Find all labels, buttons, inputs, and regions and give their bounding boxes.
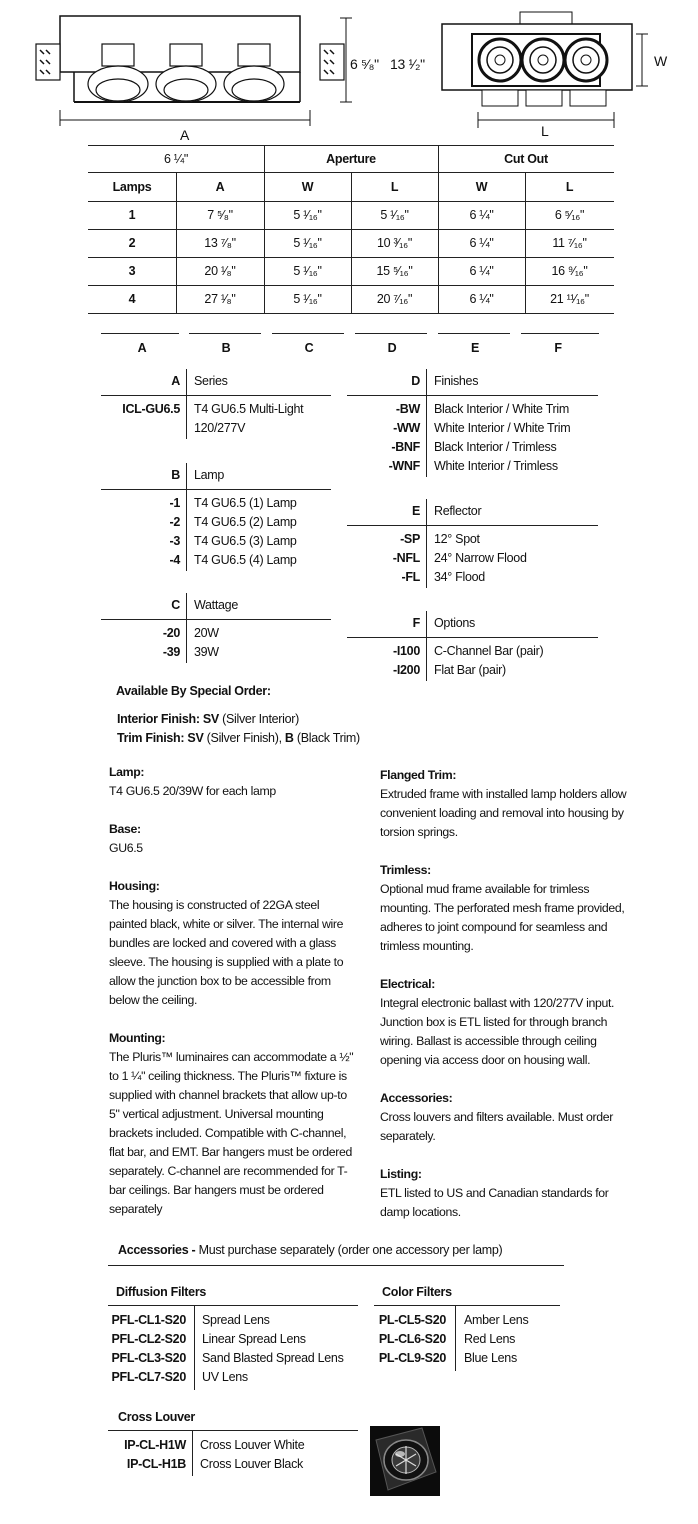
color-filters-title: Color Filters [382, 1285, 452, 1299]
order-description: 24° Narrow Flood [434, 551, 527, 565]
order-divider [347, 637, 598, 638]
col-header: A [215, 180, 225, 194]
dimension-cell: 20 ⁷⁄₁₆" [376, 292, 413, 306]
order-divider [101, 395, 331, 396]
accessory-code: PFL-CL7-S20 [111, 1370, 186, 1384]
accessory-code: PL-CL5-S20 [378, 1313, 446, 1327]
col-header: Lamps [112, 180, 152, 194]
top-height-dim: 13 ¹⁄₂" [390, 56, 425, 72]
accessory-code: PL-CL9-S20 [378, 1351, 446, 1365]
order-code: -I200 [393, 663, 420, 677]
order-code: -1 [169, 496, 180, 510]
order-title-d: Finishes [434, 374, 479, 388]
top-side-dim: W [654, 53, 667, 69]
order-code: -WNF [388, 459, 420, 473]
order-description: C-Channel Bar (pair) [434, 644, 544, 658]
order-letter-f: F [412, 616, 420, 630]
order-column-rule [186, 463, 187, 571]
front-width-dim: A [180, 127, 190, 143]
order-code: -NFL [392, 551, 420, 565]
dimension-cell: 5 ¹⁄₁₆" [293, 292, 322, 306]
order-code: -2 [169, 515, 180, 529]
order-letter: E [470, 341, 480, 355]
accessory-description: Amber Lens [464, 1313, 529, 1327]
order-letter-e: E [411, 504, 420, 518]
dimension-cell: 6 ¼" [469, 208, 494, 222]
accessory-code: PFL-CL3-S20 [111, 1351, 186, 1365]
top-view-drawing [428, 10, 648, 135]
spec-flanged-trim: Flanged Trim: Extruded frame with installed lamp holders allow convenient loading and removal into housing by torsion springs. [380, 768, 627, 839]
spec-electrical: Electrical: Integral electronic ballast with 120/277V input. Junction box is ETL listed for through branch wiring. Ballast is accessible through ceiling opening via access door on housing wall. [380, 977, 615, 1067]
order-title-a: Series [194, 374, 228, 388]
order-divider [347, 395, 598, 396]
accessory-code: IP-CL-H1B [126, 1457, 186, 1471]
order-description: T4 GU6.5 Multi-Light [194, 402, 304, 416]
trim-finish-b-text: (Black Trim) [293, 731, 360, 745]
interior-finish-text: (Silver Interior) [218, 712, 299, 726]
dimension-cell: 15 ⁵⁄₁₆" [376, 264, 413, 278]
specs-left-column [109, 763, 355, 1219]
order-title-f: Options [434, 616, 475, 630]
order-letter-c: C [171, 598, 180, 612]
accessory-code: PL-CL6-S20 [378, 1332, 446, 1346]
cross-louver-product-image [370, 1426, 440, 1496]
order-code: -SP [400, 532, 420, 546]
accessory-code: IP-CL-H1W [124, 1438, 186, 1452]
order-description: 20W [194, 626, 219, 640]
trim-finish-text: (Silver Finish), [203, 731, 285, 745]
order-letter-a: A [171, 374, 180, 388]
spec-accessories: Accessories: Cross louvers and filters available. Must order separately. [380, 1091, 614, 1143]
accessory-code: PFL-CL1-S20 [111, 1313, 186, 1327]
special-order-interior [117, 712, 299, 726]
order-code: -FL [401, 570, 420, 584]
order-divider [347, 525, 598, 526]
table-corner: 6 ¼" [163, 152, 189, 166]
specs-right-column [380, 766, 632, 1222]
dimension-cell: 5 ¹⁄₁₆" [380, 208, 409, 222]
accessory-description: Cross Louver White [200, 1438, 305, 1452]
top-width-dim: L [541, 123, 549, 139]
dimension-cell: 6 ⁵⁄₁₆" [554, 208, 585, 222]
order-description: 34° Flood [434, 570, 485, 584]
order-description: 39W [194, 645, 219, 659]
accessory-description: Spread Lens [202, 1313, 270, 1327]
dimension-cell: 27 ¹⁄₈" [204, 292, 236, 306]
order-column-rule [186, 593, 187, 663]
order-description: T4 GU6.5 (1) Lamp [194, 496, 297, 510]
dimension-cell: 7 ⁵⁄₈" [207, 208, 233, 222]
spec-mounting: Mounting: The Pluris™ luminaires can accommodate a ½" to 1 ¼" ceiling thickness. The Pluris™ fixture is supplied with channel brackets that allow up-to 5" vertical adjustment. Universal mounting brackets included. Compatible with C-channel, flat bar, and EMT. Bar hangers must be ordered separately. C-channel are recommended for T-bar ceilings. Bar hangers must be ordered separately [109, 1031, 354, 1216]
accessories-note: Must purchase separately (order one accessory per lamp) [195, 1243, 503, 1257]
diffusion-filters-title: Diffusion Filters [116, 1285, 207, 1299]
order-letter: F [554, 341, 562, 355]
accessory-description: Sand Blasted Spread Lens [202, 1351, 344, 1365]
dimension-cell: 6 ¼" [469, 264, 494, 278]
accessory-description: Blue Lens [464, 1351, 517, 1365]
accessory-code: PFL-CL2-S20 [111, 1332, 186, 1346]
spec-lamp: Lamp: T4 GU6.5 20/39W for each lamp [109, 765, 276, 798]
dimension-cell: 11 ⁷⁄₁₆" [552, 236, 587, 250]
spec-listing: Listing: ETL listed to US and Canadian standards for damp locations. [380, 1167, 609, 1219]
order-divider [101, 619, 331, 620]
order-divider [101, 489, 331, 490]
interior-finish-label: Interior Finish: SV [117, 712, 219, 726]
order-description: 120/277V [194, 421, 246, 435]
dimension-cell: 21 ¹¹⁄₁₆" [550, 292, 589, 306]
spec-housing: Housing: The housing is constructed of 22GA steel painted black, white or silver. The internal wire bundles are locked and covered with a glass sleeve. The housing is supplied with a plate to allow the junction box to be accessible from below the ceiling. [109, 879, 344, 1007]
order-description: White Interior / White Trim [434, 421, 571, 435]
front-height-dim: 6 ⁵⁄₈" [350, 56, 379, 72]
cross-louver-title: Cross Louver [118, 1410, 195, 1424]
order-code: -I100 [393, 644, 420, 658]
lamp-count-cell: 3 [128, 264, 136, 278]
order-description: Black Interior / White Trim [434, 402, 569, 416]
lamp-count-cell: 2 [128, 236, 136, 250]
order-code: -BNF [391, 440, 420, 454]
dimension-cell: 13 ⁷⁄₈" [204, 236, 236, 250]
col-header: L [565, 180, 574, 194]
order-description: T4 GU6.5 (4) Lamp [194, 553, 297, 567]
order-description: T4 GU6.5 (2) Lamp [194, 515, 297, 529]
spec-base: Base: GU6.5 [109, 822, 143, 855]
order-description: T4 GU6.5 (3) Lamp [194, 534, 297, 548]
order-description: White Interior / Trimless [434, 459, 558, 473]
order-code: -3 [169, 534, 180, 548]
col-header: W [475, 180, 488, 194]
front-elevation-drawing [30, 10, 360, 135]
order-title-c: Wattage [194, 598, 238, 612]
dimension-cell: 6 ¼" [469, 236, 494, 250]
special-order-title: Available By Special Order: [116, 684, 271, 698]
order-column-rule [426, 369, 427, 477]
order-letter: B [221, 341, 231, 355]
order-letter: D [387, 341, 397, 355]
trim-finish-label: Trim Finish: SV [117, 731, 204, 745]
col-header: L [390, 180, 399, 194]
order-column-rule [186, 369, 187, 439]
order-code: ICL-GU6.5 [122, 402, 180, 416]
order-description: Flat Bar (pair) [434, 663, 506, 677]
order-description: 12° Spot [434, 532, 480, 546]
order-code: -39 [162, 645, 180, 659]
lamp-count-cell: 1 [128, 208, 136, 222]
dimension-cell: 20 ¹⁄₈" [204, 264, 236, 278]
accessory-description: Red Lens [464, 1332, 516, 1346]
order-letter: C [304, 341, 314, 355]
accessory-description: Cross Louver Black [200, 1457, 303, 1471]
lamp-count-cell: 4 [128, 292, 136, 306]
dimension-cell: 6 ¼" [469, 292, 494, 306]
order-title-e: Reflector [434, 504, 482, 518]
special-order-trim [117, 731, 360, 745]
group-cutout: Cut Out [504, 152, 548, 166]
order-letter-d: D [411, 374, 420, 388]
order-code: -BW [395, 402, 420, 416]
order-letter: A [137, 341, 147, 355]
order-title-b: Lamp [194, 468, 225, 482]
dimension-cell: 10 ³⁄₁₆" [377, 236, 412, 250]
order-code: -WW [393, 421, 420, 435]
dimension-cell: 16 ⁹⁄₁₆" [551, 264, 588, 278]
col-header: W [301, 180, 314, 194]
dimension-cell: 5 ¹⁄₁₆" [293, 236, 322, 250]
order-column-rule [426, 499, 427, 588]
accessory-description: Linear Spread Lens [202, 1332, 306, 1346]
accessories-heading [118, 1243, 502, 1257]
accessories-title: Accessories - [118, 1243, 196, 1257]
order-description: Black Interior / Trimless [434, 440, 557, 454]
spec-trimless: Trimless: Optional mud frame available for trimless mounting. The perforated mesh frame provided, adheres to joint compound for seamless and trimless mounting. [380, 863, 625, 953]
accessory-description: UV Lens [202, 1370, 248, 1384]
trim-finish-b: B [284, 731, 294, 745]
group-aperture: Aperture [326, 152, 376, 166]
dimension-cell: 5 ¹⁄₁₆" [293, 264, 322, 278]
dimension-cell: 5 ¹⁄₁₆" [293, 208, 322, 222]
order-code: -4 [169, 553, 180, 567]
order-code: -20 [162, 626, 180, 640]
order-letter-b: B [171, 468, 180, 482]
order-column-rule [426, 611, 427, 681]
